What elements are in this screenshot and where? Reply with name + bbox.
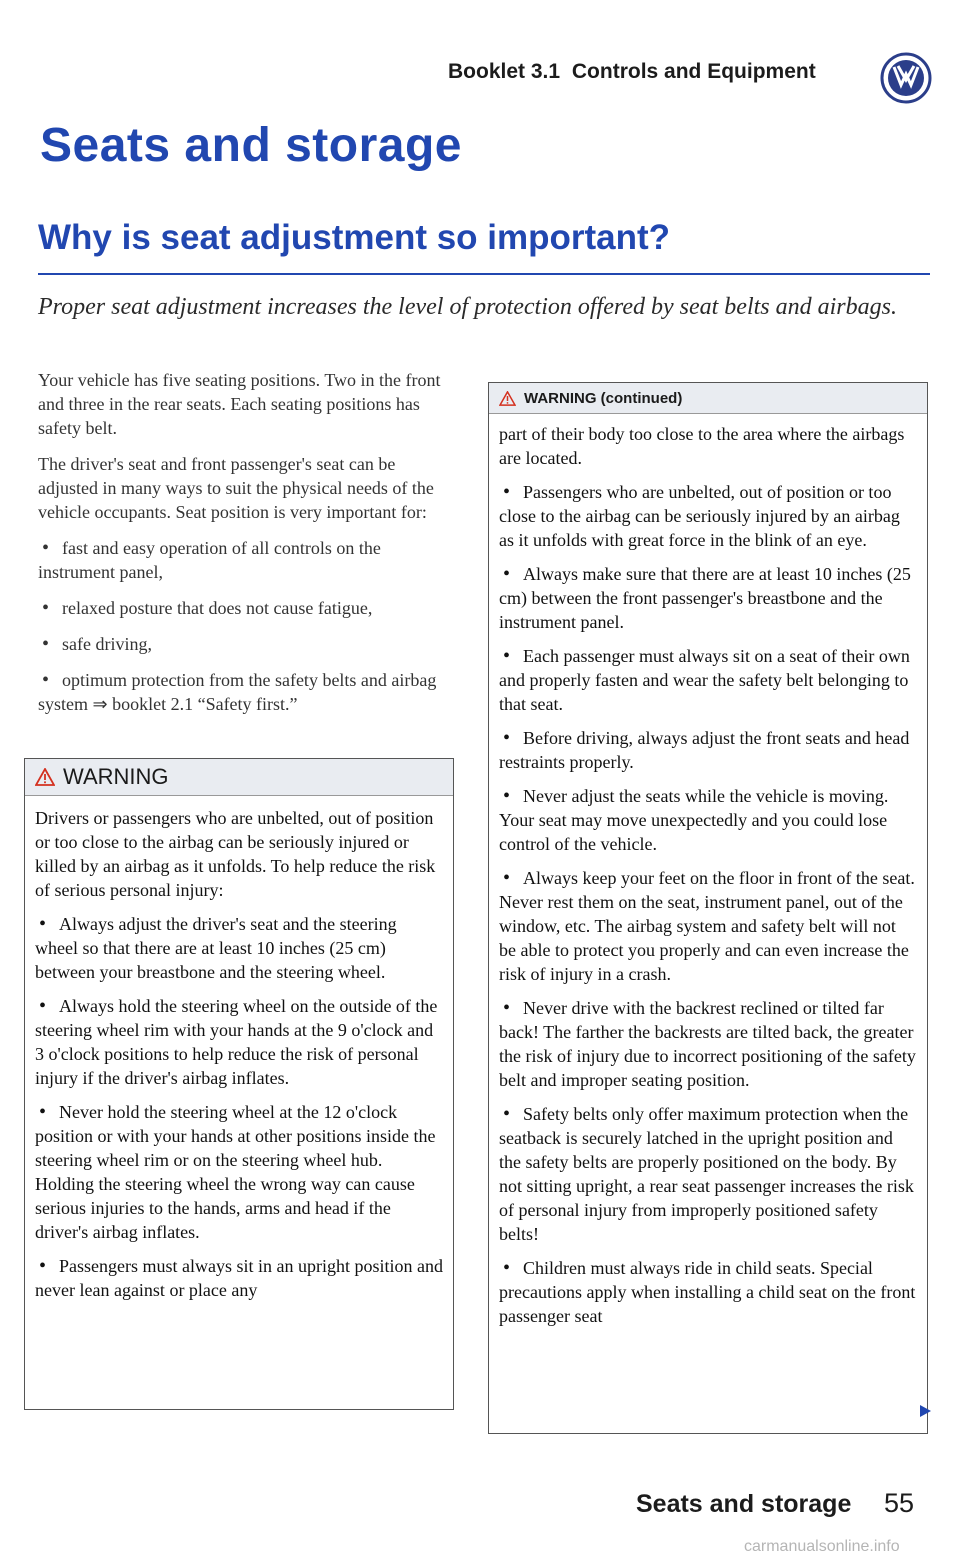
footer-section-title: Seats and storage <box>636 1490 852 1518</box>
title-rule <box>38 273 930 275</box>
bullet-item: • fast and easy operation of all controls on the instrument panel, <box>38 536 458 584</box>
left-column <box>38 368 458 728</box>
sub-title: Why is seat adjustment so important? <box>38 218 671 257</box>
continue-arrow-icon <box>918 1404 932 1418</box>
page-header <box>448 60 816 84</box>
bullet-item: • Never drive with the backrest reclined or tilted far back! The farther the backrests are tilted back, the greater the risk of injury due to incorrect positioning of the safety belt and improper seating position. <box>499 996 917 1092</box>
bullet-item: • Never hold the steering wheel at the 12 o'clock position or with your hands at other positions inside the steering wheel rim or on the steering wheel hub. Holding the steering wheel the wrong way can cause serious injuries to the hands, arms and head if the driver's airbag inflates. <box>35 1100 443 1244</box>
bullet-item: • Passengers must always sit in an upright position and never lean against or place any <box>35 1254 443 1302</box>
warning-label: WARNING <box>63 764 169 789</box>
booklet-label: Booklet 3.1 <box>448 60 561 83</box>
bullet-item: • Always make sure that there are at least 10 inches (25 cm) between the front passenger's breastbone and the instrument panel. <box>499 562 917 634</box>
paragraph: Your vehicle has five seating positions. Two in the front and three in the rear seats. Each seating positions has safety belt. <box>38 370 441 438</box>
section-title: Seats and storage <box>40 119 462 172</box>
bullet-item: • Passengers who are unbelted, out of position or too close to the airbag can be seriously injured by an airbag as it unfolds with great force in the blink of an eye. <box>499 480 917 552</box>
paragraph: The driver's seat and front passenger's seat can be adjusted in many ways to suit the physical needs of the vehicle occupants. Seat position is very important for: <box>38 454 434 522</box>
warning-continued-box <box>488 382 928 1434</box>
bullet-item: • Never adjust the seats while the vehicle is moving. Your seat may move unexpectedly and you could lose control of the vehicle. <box>499 784 917 856</box>
page-number: 55 <box>884 1488 915 1518</box>
bullet-item: • Always hold the steering wheel on the outside of the steering wheel rim with your hands at the 9 o'clock and 3 o'clock positions to help reduce the risk of personal injury if the driver's airbag inflates. <box>35 994 443 1090</box>
warning-intro: part of their body too close to the area where the airbags are located. <box>499 424 905 468</box>
warning-header <box>489 383 927 414</box>
bullet-item: • Safety belts only offer maximum protection when the seatback is securely latched in the upright position and the safety belts are properly positioned on the body. By not sitting upright, a rear seat passenger increases the risk of personal injury from improperly positioned safety belts! <box>499 1102 917 1246</box>
bullet-item: • Children must always ride in child seats. Special precautions apply when installing a child seat on the front passenger seat <box>499 1256 917 1328</box>
bullet-item: • optimum protection from the safety belts and airbag system ⇒ booklet 2.1 “Safety first.” <box>38 668 458 716</box>
bullet-item: • Always keep your feet on the floor in front of the seat. Never rest them on the seat, instrument panel, out of the window, etc. The airbag system and safety belt will not be able to protect you properly and can even increase the risk of injury in a crash. <box>499 866 917 986</box>
bullet-item: • Each passenger must always sit on a seat of their own and properly fasten and wear the safety belt belonging to that seat. <box>499 644 917 716</box>
warning-triangle-icon <box>499 391 516 406</box>
warning-box <box>24 758 454 1410</box>
vw-logo-icon <box>880 52 932 104</box>
bullet-item: • relaxed posture that does not cause fatigue, <box>38 596 458 620</box>
warning-body <box>25 796 453 1302</box>
warning-body <box>489 414 927 1328</box>
warning-label: WARNING (continued) <box>524 389 683 407</box>
bullet-item: • safe driving, <box>38 632 458 656</box>
header-title: Controls and Equipment <box>571 60 816 83</box>
warning-intro: Drivers or passengers who are unbelted, out of position or too close to the airbag can be seriously injured or killed by an airbag as it unfolds. To help reduce the risk of serious personal injury: <box>35 808 436 900</box>
watermark: carmanualsonline.info <box>744 1538 900 1555</box>
bullet-item: • Before driving, always adjust the front seats and head restraints properly. <box>499 726 917 774</box>
warning-triangle-icon <box>35 768 55 786</box>
warning-header <box>25 759 453 796</box>
intro-text: Proper seat adjustment increases the level of protection offered by seat belts and airbags. <box>38 294 897 320</box>
bullet-item: • Always adjust the driver's seat and the steering wheel so that there are at least 10 inches (25 cm) between your breastbone and the steering wheel. <box>35 912 443 984</box>
